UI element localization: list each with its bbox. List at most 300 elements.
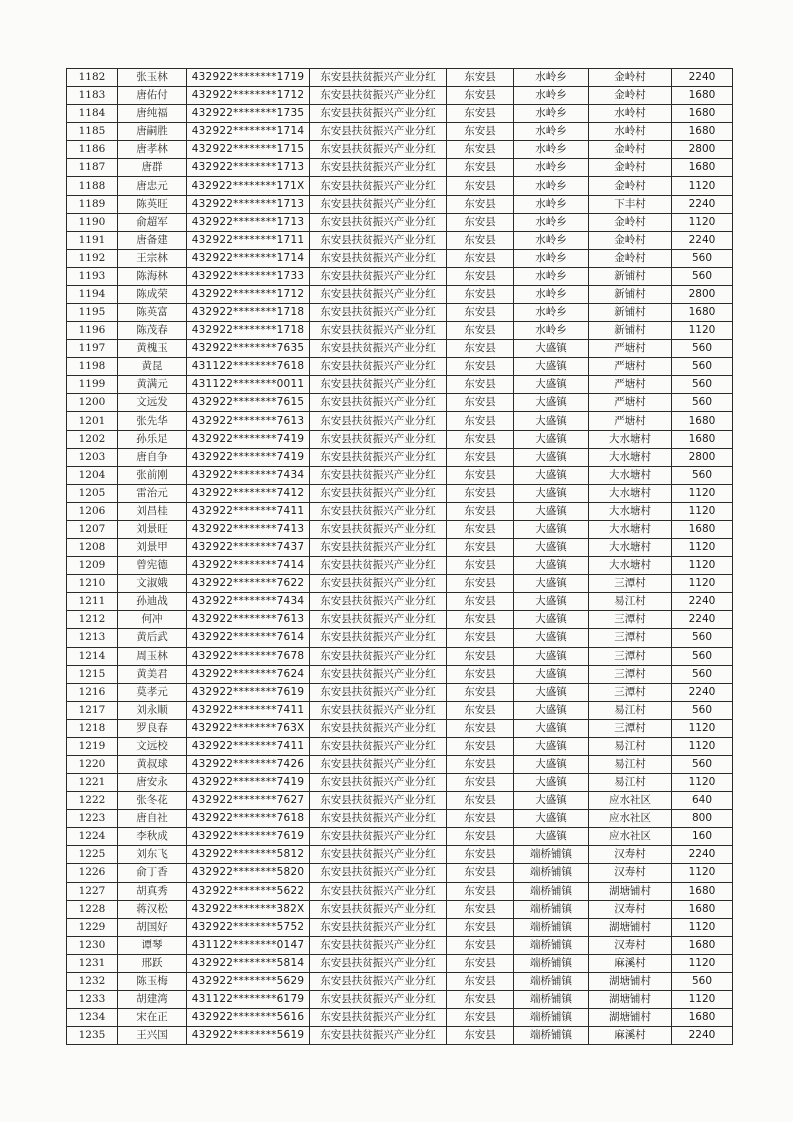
id-number-cell: 432922********1718 <box>187 322 310 340</box>
township-cell: 端桥铺镇 <box>514 1027 589 1045</box>
id-number-cell: 432922********1713 <box>187 159 310 177</box>
recipient-name-cell: 唐嗣胜 <box>118 123 187 141</box>
amount-cell: 560 <box>672 665 733 683</box>
dividend-item-cell: 东安县扶贫振兴产业分红 <box>310 846 447 864</box>
row-number-cell: 1214 <box>67 647 118 665</box>
table-row <box>67 322 733 340</box>
id-number-cell: 431122********6179 <box>187 990 310 1008</box>
id-number-cell: 432922********7419 <box>187 774 310 792</box>
village-cell: 易江村 <box>589 593 672 611</box>
village-cell: 新铺村 <box>589 304 672 322</box>
village-cell: 水岭村 <box>589 123 672 141</box>
township-cell: 大盛镇 <box>514 647 589 665</box>
row-number-cell: 1189 <box>67 195 118 213</box>
county-cell: 东安县 <box>447 936 514 954</box>
row-number-cell: 1188 <box>67 177 118 195</box>
id-number-cell: 432922********7622 <box>187 575 310 593</box>
amount-cell: 1120 <box>672 954 733 972</box>
dividend-item-cell: 东安县扶贫振兴产业分红 <box>310 466 447 484</box>
id-number-cell: 432922********171X <box>187 177 310 195</box>
county-cell: 东安县 <box>447 484 514 502</box>
table-row <box>67 792 733 810</box>
village-cell: 大水塘村 <box>589 539 672 557</box>
row-number-cell: 1231 <box>67 954 118 972</box>
amount-cell: 1680 <box>672 900 733 918</box>
row-number-cell: 1199 <box>67 376 118 394</box>
village-cell: 麻溪村 <box>589 1027 672 1045</box>
id-number-cell: 431122********0147 <box>187 936 310 954</box>
amount-cell: 560 <box>672 647 733 665</box>
row-number-cell: 1183 <box>67 87 118 105</box>
township-cell: 端桥铺镇 <box>514 900 589 918</box>
recipient-name-cell: 唐佑付 <box>118 87 187 105</box>
recipient-name-cell: 王宗林 <box>118 249 187 267</box>
recipient-name-cell: 陈茂春 <box>118 322 187 340</box>
row-number-cell: 1194 <box>67 285 118 303</box>
dividend-item-cell: 东安县扶贫振兴产业分红 <box>310 484 447 502</box>
township-cell: 大盛镇 <box>514 828 589 846</box>
row-number-cell: 1200 <box>67 394 118 412</box>
village-cell: 大水塘村 <box>589 502 672 520</box>
amount-cell: 560 <box>672 394 733 412</box>
dividend-item-cell: 东安县扶贫振兴产业分红 <box>310 520 447 538</box>
amount-cell: 2800 <box>672 141 733 159</box>
recipient-name-cell: 黄叔球 <box>118 755 187 773</box>
county-cell: 东安县 <box>447 647 514 665</box>
village-cell: 金岭村 <box>589 87 672 105</box>
id-number-cell: 432922********7413 <box>187 520 310 538</box>
village-cell: 大水塘村 <box>589 520 672 538</box>
amount-cell: 1120 <box>672 322 733 340</box>
dividend-item-cell: 东安县扶贫振兴产业分红 <box>310 810 447 828</box>
table-row <box>67 502 733 520</box>
dividend-item-cell: 东安县扶贫振兴产业分红 <box>310 828 447 846</box>
dividend-item-cell: 东安县扶贫振兴产业分红 <box>310 231 447 249</box>
table-row <box>67 484 733 502</box>
county-cell: 东安县 <box>447 1027 514 1045</box>
amount-cell: 2240 <box>672 231 733 249</box>
village-cell: 金岭村 <box>589 159 672 177</box>
row-number-cell: 1232 <box>67 972 118 990</box>
township-cell: 大盛镇 <box>514 611 589 629</box>
recipient-name-cell: 陈英旺 <box>118 195 187 213</box>
table-row <box>67 448 733 466</box>
amount-cell: 1120 <box>672 502 733 520</box>
row-number-cell: 1227 <box>67 882 118 900</box>
amount-cell: 1120 <box>672 177 733 195</box>
dividend-item-cell: 东安县扶贫振兴产业分红 <box>310 322 447 340</box>
table-row <box>67 683 733 701</box>
recipient-name-cell: 陈英富 <box>118 304 187 322</box>
id-number-cell: 432922********5814 <box>187 954 310 972</box>
village-cell: 湖塘铺村 <box>589 918 672 936</box>
township-cell: 水岭乡 <box>514 249 589 267</box>
row-number-cell: 1235 <box>67 1027 118 1045</box>
row-number-cell: 1191 <box>67 231 118 249</box>
table-row <box>67 737 733 755</box>
recipient-name-cell: 黄槐玉 <box>118 340 187 358</box>
row-number-cell: 1209 <box>67 557 118 575</box>
id-number-cell: 432922********1733 <box>187 267 310 285</box>
recipient-name-cell: 孙迪战 <box>118 593 187 611</box>
township-cell: 水岭乡 <box>514 177 589 195</box>
table-row <box>67 972 733 990</box>
id-number-cell: 432922********7434 <box>187 593 310 611</box>
county-cell: 东安县 <box>447 304 514 322</box>
id-number-cell: 432922********5812 <box>187 846 310 864</box>
village-cell: 汉寿村 <box>589 846 672 864</box>
dividend-item-cell: 东安县扶贫振兴产业分红 <box>310 141 447 159</box>
dividend-item-cell: 东安县扶贫振兴产业分红 <box>310 123 447 141</box>
table-row <box>67 755 733 773</box>
table-row <box>67 828 733 846</box>
id-number-cell: 432922********7614 <box>187 629 310 647</box>
roster-body <box>67 69 733 1045</box>
township-cell: 大盛镇 <box>514 358 589 376</box>
table-row <box>67 774 733 792</box>
amount-cell: 1680 <box>672 105 733 123</box>
id-number-cell: 432922********7412 <box>187 484 310 502</box>
recipient-name-cell: 文淑娥 <box>118 575 187 593</box>
amount-cell: 1120 <box>672 484 733 502</box>
row-number-cell: 1218 <box>67 719 118 737</box>
village-cell: 新铺村 <box>589 267 672 285</box>
amount-cell: 560 <box>672 701 733 719</box>
table-row <box>67 701 733 719</box>
id-number-cell: 432922********7411 <box>187 701 310 719</box>
table-row <box>67 195 733 213</box>
row-number-cell: 1234 <box>67 1009 118 1027</box>
township-cell: 端桥铺镇 <box>514 846 589 864</box>
township-cell: 大盛镇 <box>514 810 589 828</box>
county-cell: 东安县 <box>447 539 514 557</box>
row-number-cell: 1225 <box>67 846 118 864</box>
county-cell: 东安县 <box>447 665 514 683</box>
table-row <box>67 990 733 1008</box>
table-row <box>67 249 733 267</box>
amount-cell: 640 <box>672 792 733 810</box>
recipient-name-cell: 何冲 <box>118 611 187 629</box>
dividend-item-cell: 东安县扶贫振兴产业分红 <box>310 990 447 1008</box>
dividend-item-cell: 东安县扶贫振兴产业分红 <box>310 882 447 900</box>
village-cell: 麻溪村 <box>589 954 672 972</box>
township-cell: 端桥铺镇 <box>514 918 589 936</box>
amount-cell: 2800 <box>672 285 733 303</box>
dividend-item-cell: 东安县扶贫振兴产业分红 <box>310 430 447 448</box>
id-number-cell: 432922********7426 <box>187 755 310 773</box>
row-number-cell: 1195 <box>67 304 118 322</box>
village-cell: 汉寿村 <box>589 936 672 954</box>
row-number-cell: 1202 <box>67 430 118 448</box>
id-number-cell: 432922********1713 <box>187 195 310 213</box>
dividend-item-cell: 东安县扶贫振兴产业分红 <box>310 1009 447 1027</box>
dividend-item-cell: 东安县扶贫振兴产业分红 <box>310 448 447 466</box>
id-number-cell: 432922********5629 <box>187 972 310 990</box>
village-cell: 三潭村 <box>589 719 672 737</box>
county-cell: 东安县 <box>447 231 514 249</box>
recipient-name-cell: 刘昌桂 <box>118 502 187 520</box>
id-number-cell: 432922********5619 <box>187 1027 310 1045</box>
township-cell: 大盛镇 <box>514 593 589 611</box>
id-number-cell: 432922********7618 <box>187 810 310 828</box>
dividend-item-cell: 东安县扶贫振兴产业分红 <box>310 683 447 701</box>
village-cell: 大水塘村 <box>589 430 672 448</box>
amount-cell: 1680 <box>672 936 733 954</box>
county-cell: 东安县 <box>447 864 514 882</box>
dividend-item-cell: 东安县扶贫振兴产业分红 <box>310 195 447 213</box>
county-cell: 东安县 <box>447 593 514 611</box>
county-cell: 东安县 <box>447 828 514 846</box>
amount-cell: 1120 <box>672 990 733 1008</box>
recipient-name-cell: 陈成荣 <box>118 285 187 303</box>
id-number-cell: 431122********0011 <box>187 376 310 394</box>
village-cell: 下丰村 <box>589 195 672 213</box>
village-cell: 金岭村 <box>589 231 672 249</box>
table-row <box>67 665 733 683</box>
village-cell: 新铺村 <box>589 322 672 340</box>
village-cell: 新铺村 <box>589 285 672 303</box>
village-cell: 汉寿村 <box>589 864 672 882</box>
village-cell: 金岭村 <box>589 249 672 267</box>
recipient-name-cell: 胡建湾 <box>118 990 187 1008</box>
recipient-name-cell: 黄昆 <box>118 358 187 376</box>
amount-cell: 1120 <box>672 719 733 737</box>
county-cell: 东安县 <box>447 123 514 141</box>
dividend-item-cell: 东安县扶贫振兴产业分红 <box>310 69 447 87</box>
table-row <box>67 882 733 900</box>
amount-cell: 2240 <box>672 683 733 701</box>
id-number-cell: 432922********7434 <box>187 466 310 484</box>
township-cell: 大盛镇 <box>514 539 589 557</box>
id-number-cell: 432922********7414 <box>187 557 310 575</box>
recipient-name-cell: 罗良春 <box>118 719 187 737</box>
table-row <box>67 466 733 484</box>
id-number-cell: 432922********7619 <box>187 828 310 846</box>
id-number-cell: 432922********1714 <box>187 249 310 267</box>
recipient-name-cell: 黄美君 <box>118 665 187 683</box>
recipient-name-cell: 雷治元 <box>118 484 187 502</box>
id-number-cell: 432922********5616 <box>187 1009 310 1027</box>
township-cell: 大盛镇 <box>514 520 589 538</box>
row-number-cell: 1216 <box>67 683 118 701</box>
row-number-cell: 1187 <box>67 159 118 177</box>
county-cell: 东安县 <box>447 683 514 701</box>
recipient-name-cell: 唐自争 <box>118 448 187 466</box>
township-cell: 大盛镇 <box>514 466 589 484</box>
village-cell: 大水塘村 <box>589 466 672 484</box>
township-cell: 大盛镇 <box>514 774 589 792</box>
amount-cell: 1120 <box>672 557 733 575</box>
village-cell: 金岭村 <box>589 69 672 87</box>
table-row <box>67 285 733 303</box>
county-cell: 东安县 <box>447 629 514 647</box>
table-row <box>67 611 733 629</box>
row-number-cell: 1217 <box>67 701 118 719</box>
id-number-cell: 432922********1715 <box>187 141 310 159</box>
township-cell: 大盛镇 <box>514 755 589 773</box>
county-cell: 东安县 <box>447 412 514 430</box>
recipient-name-cell: 唐自社 <box>118 810 187 828</box>
id-number-cell: 432922********1719 <box>187 69 310 87</box>
township-cell: 水岭乡 <box>514 213 589 231</box>
village-cell: 湖塘铺村 <box>589 882 672 900</box>
table-row <box>67 376 733 394</box>
row-number-cell: 1184 <box>67 105 118 123</box>
township-cell: 水岭乡 <box>514 105 589 123</box>
id-number-cell: 432922********1712 <box>187 285 310 303</box>
table-row <box>67 87 733 105</box>
county-cell: 东安县 <box>447 774 514 792</box>
township-cell: 水岭乡 <box>514 141 589 159</box>
amount-cell: 1680 <box>672 304 733 322</box>
dividend-item-cell: 东安县扶贫振兴产业分红 <box>310 285 447 303</box>
village-cell: 汉寿村 <box>589 900 672 918</box>
id-number-cell: 432922********7411 <box>187 737 310 755</box>
dividend-item-cell: 东安县扶贫振兴产业分红 <box>310 376 447 394</box>
table-row <box>67 810 733 828</box>
recipient-name-cell: 陈海林 <box>118 267 187 285</box>
county-cell: 东安县 <box>447 972 514 990</box>
village-cell: 三潭村 <box>589 575 672 593</box>
county-cell: 东安县 <box>447 159 514 177</box>
township-cell: 水岭乡 <box>514 195 589 213</box>
township-cell: 大盛镇 <box>514 376 589 394</box>
township-cell: 端桥铺镇 <box>514 882 589 900</box>
row-number-cell: 1208 <box>67 539 118 557</box>
amount-cell: 1680 <box>672 412 733 430</box>
row-number-cell: 1197 <box>67 340 118 358</box>
village-cell: 易江村 <box>589 774 672 792</box>
county-cell: 东安县 <box>447 900 514 918</box>
row-number-cell: 1196 <box>67 322 118 340</box>
county-cell: 东安县 <box>447 358 514 376</box>
dividend-item-cell: 东安县扶贫振兴产业分红 <box>310 539 447 557</box>
county-cell: 东安县 <box>447 810 514 828</box>
dividend-item-cell: 东安县扶贫振兴产业分红 <box>310 755 447 773</box>
table-row <box>67 918 733 936</box>
township-cell: 端桥铺镇 <box>514 864 589 882</box>
township-cell: 大盛镇 <box>514 430 589 448</box>
county-cell: 东安县 <box>447 990 514 1008</box>
recipient-name-cell: 曾宪德 <box>118 557 187 575</box>
dividend-item-cell: 东安县扶贫振兴产业分红 <box>310 918 447 936</box>
amount-cell: 2240 <box>672 846 733 864</box>
recipient-name-cell: 唐群 <box>118 159 187 177</box>
row-number-cell: 1220 <box>67 755 118 773</box>
recipient-name-cell: 陈玉梅 <box>118 972 187 990</box>
dividend-item-cell: 东安县扶贫振兴产业分红 <box>310 557 447 575</box>
county-cell: 东安县 <box>447 719 514 737</box>
village-cell: 易江村 <box>589 737 672 755</box>
row-number-cell: 1210 <box>67 575 118 593</box>
dividend-item-cell: 东安县扶贫振兴产业分红 <box>310 719 447 737</box>
row-number-cell: 1228 <box>67 900 118 918</box>
id-number-cell: 432922********7678 <box>187 647 310 665</box>
county-cell: 东安县 <box>447 195 514 213</box>
row-number-cell: 1215 <box>67 665 118 683</box>
dividend-item-cell: 东安县扶贫振兴产业分红 <box>310 177 447 195</box>
township-cell: 水岭乡 <box>514 159 589 177</box>
recipient-name-cell: 刘景旺 <box>118 520 187 538</box>
village-cell: 金岭村 <box>589 177 672 195</box>
township-cell: 端桥铺镇 <box>514 954 589 972</box>
township-cell: 大盛镇 <box>514 394 589 412</box>
dividend-item-cell: 东安县扶贫振兴产业分红 <box>310 792 447 810</box>
row-number-cell: 1219 <box>67 737 118 755</box>
amount-cell: 1120 <box>672 864 733 882</box>
dividend-item-cell: 东安县扶贫振兴产业分红 <box>310 593 447 611</box>
county-cell: 东安县 <box>447 792 514 810</box>
recipient-name-cell: 唐纯福 <box>118 105 187 123</box>
id-number-cell: 432922********7613 <box>187 412 310 430</box>
township-cell: 水岭乡 <box>514 322 589 340</box>
recipient-name-cell: 蒋汉松 <box>118 900 187 918</box>
recipient-name-cell: 邢跃 <box>118 954 187 972</box>
dividend-item-cell: 东安县扶贫振兴产业分红 <box>310 611 447 629</box>
row-number-cell: 1182 <box>67 69 118 87</box>
dividend-item-cell: 东安县扶贫振兴产业分红 <box>310 213 447 231</box>
amount-cell: 800 <box>672 810 733 828</box>
township-cell: 水岭乡 <box>514 69 589 87</box>
dividend-item-cell: 东安县扶贫振兴产业分红 <box>310 629 447 647</box>
village-cell: 严塘村 <box>589 358 672 376</box>
table-row <box>67 647 733 665</box>
recipient-name-cell: 胡国好 <box>118 918 187 936</box>
dividend-item-cell: 东安县扶贫振兴产业分红 <box>310 87 447 105</box>
dividend-item-cell: 东安县扶贫振兴产业分红 <box>310 304 447 322</box>
township-cell: 大盛镇 <box>514 665 589 683</box>
row-number-cell: 1222 <box>67 792 118 810</box>
dividend-item-cell: 东安县扶贫振兴产业分红 <box>310 340 447 358</box>
id-number-cell: 432922********1714 <box>187 123 310 141</box>
dividend-item-cell: 东安县扶贫振兴产业分红 <box>310 394 447 412</box>
amount-cell: 560 <box>672 755 733 773</box>
amount-cell: 560 <box>672 267 733 285</box>
county-cell: 东安县 <box>447 737 514 755</box>
row-number-cell: 1212 <box>67 611 118 629</box>
dividend-item-cell: 东安县扶贫振兴产业分红 <box>310 267 447 285</box>
village-cell: 金岭村 <box>589 213 672 231</box>
village-cell: 大水塘村 <box>589 557 672 575</box>
row-number-cell: 1226 <box>67 864 118 882</box>
amount-cell: 1120 <box>672 539 733 557</box>
dividend-item-cell: 东安县扶贫振兴产业分红 <box>310 249 447 267</box>
row-number-cell: 1230 <box>67 936 118 954</box>
row-number-cell: 1233 <box>67 990 118 1008</box>
table-row <box>67 719 733 737</box>
amount-cell: 1120 <box>672 918 733 936</box>
row-number-cell: 1206 <box>67 502 118 520</box>
dividend-item-cell: 东安县扶贫振兴产业分红 <box>310 358 447 376</box>
county-cell: 东安县 <box>447 87 514 105</box>
county-cell: 东安县 <box>447 69 514 87</box>
recipient-name-cell: 唐忠元 <box>118 177 187 195</box>
county-cell: 东安县 <box>447 575 514 593</box>
recipient-name-cell: 唐孝林 <box>118 141 187 159</box>
id-number-cell: 432922********7619 <box>187 683 310 701</box>
dividend-item-cell: 东安县扶贫振兴产业分红 <box>310 701 447 719</box>
amount-cell: 1680 <box>672 430 733 448</box>
amount-cell: 1680 <box>672 882 733 900</box>
township-cell: 水岭乡 <box>514 285 589 303</box>
dividend-item-cell: 东安县扶贫振兴产业分红 <box>310 954 447 972</box>
table-row <box>67 900 733 918</box>
amount-cell: 2240 <box>672 69 733 87</box>
table-row <box>67 936 733 954</box>
county-cell: 东安县 <box>447 430 514 448</box>
county-cell: 东安县 <box>447 466 514 484</box>
id-number-cell: 431122********7618 <box>187 358 310 376</box>
